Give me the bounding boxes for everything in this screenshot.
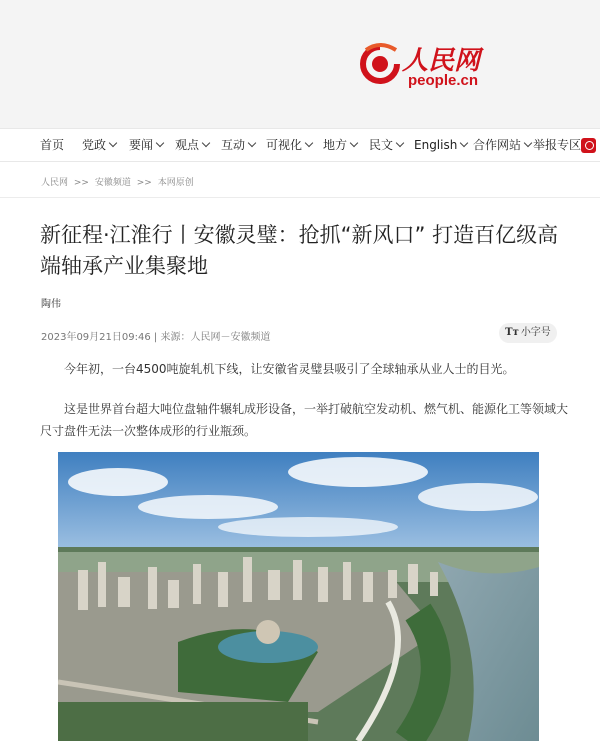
- nav-item-interactive[interactable]: 互动: [221, 129, 255, 163]
- report-icon[interactable]: [581, 138, 596, 153]
- nav-item-partners[interactable]: 合作网站: [473, 129, 531, 163]
- breadcrumb-item-original[interactable]: 本网原创: [157, 178, 194, 188]
- chevron-down-icon: [524, 139, 532, 147]
- breadcrumb-separator: >>: [73, 178, 89, 188]
- site-header: [0, 0, 600, 128]
- chevron-down-icon: [350, 139, 358, 147]
- breadcrumb-separator: >>: [136, 178, 152, 188]
- chevron-down-icon: [460, 139, 468, 147]
- logo-english-text: people.cn: [408, 72, 479, 89]
- font-size-button[interactable]: [499, 323, 557, 343]
- main-nav: [0, 128, 600, 162]
- aerial-city-photo: [58, 452, 539, 741]
- article-title: 新征程·江淮行丨安徽灵璧：抢抓“新风口” 打造百亿级高端轴承产业集聚地: [40, 223, 559, 278]
- nav-item-headlines[interactable]: 要闻: [129, 129, 163, 163]
- article-photo: [58, 452, 539, 741]
- article-meta: 2023年09月21日09:46 | 来源：人民网－安徽频道: [41, 332, 271, 343]
- logo-chinese-text: 人民网: [402, 46, 481, 76]
- nav-item-party[interactable]: 党政: [82, 129, 116, 163]
- nav-item-opinion[interactable]: 观点: [175, 129, 209, 163]
- font-size-label: 小字号: [520, 327, 551, 338]
- article-paragraph: 今年初，一台4500吨旋轧机下线，让安徽省灵璧县吸引了全球轴承从业人士的目光。: [64, 362, 515, 376]
- people-daily-logo-icon: [360, 38, 404, 90]
- nav-item-ethnic[interactable]: 民文: [369, 129, 403, 163]
- breadcrumb-item-anhui[interactable]: 安徽频道: [94, 178, 131, 188]
- article-author: 陶伟: [41, 299, 61, 310]
- site-logo[interactable]: [360, 38, 490, 96]
- chevron-down-icon: [396, 139, 404, 147]
- breadcrumb: [0, 162, 600, 198]
- nav-item-english[interactable]: English: [414, 129, 467, 163]
- chevron-down-icon: [156, 139, 164, 147]
- nav-item-home[interactable]: 首页: [40, 138, 65, 152]
- chevron-down-icon: [202, 139, 210, 147]
- chevron-down-icon: [305, 139, 313, 147]
- nav-item-local[interactable]: 地方: [323, 129, 357, 163]
- nav-item-visual[interactable]: 可视化: [266, 129, 312, 163]
- chevron-down-icon: [248, 139, 256, 147]
- chevron-down-icon: [109, 139, 117, 147]
- breadcrumb-item-home[interactable]: 人民网: [41, 178, 69, 188]
- font-size-icon: Tт: [505, 327, 519, 338]
- nav-item-report[interactable]: 举报专区: [533, 138, 582, 152]
- article-paragraph: 这是世界首台超大吨位盘轴件辗轧成形设备，一举打破航空发动机、燃气机、能源化工等领域大尺寸盘件无法一次整体成形的行业瓶颈。: [40, 402, 569, 438]
